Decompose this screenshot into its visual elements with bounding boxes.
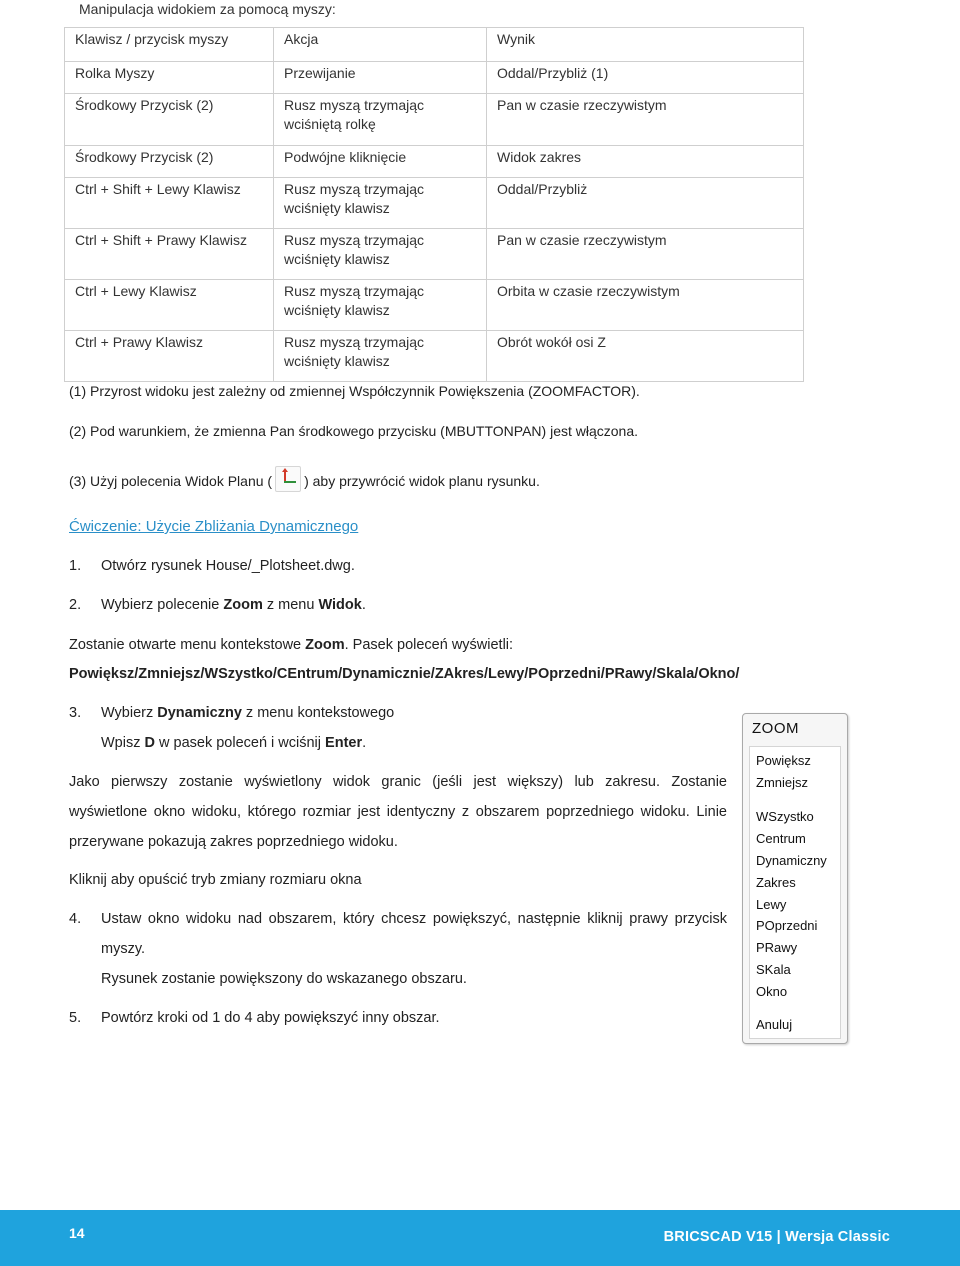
table-header-row xyxy=(65,28,804,62)
bold-part: Enter xyxy=(325,735,363,751)
zoom-menu-item-dynamiczny[interactable]: Dynamiczny xyxy=(756,853,827,868)
text-part: Wybierz xyxy=(101,705,158,721)
table-cell: Ctrl + Shift + Prawy Klawisz xyxy=(65,229,274,280)
table-cell: Klawisz / przycisk myszy xyxy=(65,28,274,62)
table-cell: Pan w czasie rzeczywistym xyxy=(487,229,804,280)
table-row xyxy=(65,331,804,382)
zoom-menu-item-skala[interactable]: SKala xyxy=(756,962,791,977)
bold-part: Widok xyxy=(318,597,362,613)
text-part: Zostanie otwarte menu kontekstowe xyxy=(69,637,306,653)
zoom-menu-title: ZOOM xyxy=(752,720,799,737)
table-row xyxy=(65,62,804,94)
step-text xyxy=(101,698,394,728)
zoom-menu-item-centrum[interactable]: Centrum xyxy=(756,831,806,846)
step-text: Powtórz kroki od 1 do 4 aby powiększyć inny obszar. xyxy=(101,1010,440,1026)
text-part: . xyxy=(361,597,366,613)
table-row xyxy=(65,178,804,229)
text-part: Wybierz polecenie xyxy=(101,597,224,613)
footnote-3-text-after: ) aby przywrócić widok planu rysunku. xyxy=(304,473,540,489)
table-cell: Rusz myszą trzymając wciśniętą rolkę xyxy=(274,94,487,146)
zoom-menu-list xyxy=(749,746,841,1039)
step-number: 5. xyxy=(69,1010,82,1026)
page-number: 14 xyxy=(69,1225,85,1241)
table-cell: Oddal/Przybliż xyxy=(487,178,804,229)
step-number: 2. xyxy=(69,597,82,613)
table-cell: Akcja xyxy=(274,28,487,62)
footer-brand: BRICSCAD V15 | Wersja Classic xyxy=(663,1229,890,1245)
table-cell: Rusz myszą trzymając wciśnięty klawisz xyxy=(274,229,487,280)
step-text: Ustaw okno widoku nad obszarem, który chcesz powiększyć, następnie kliknij prawy przycisk myszy. xyxy=(101,911,727,957)
page-footer xyxy=(0,1210,960,1266)
text-part: . xyxy=(362,735,367,751)
step-number: 3. xyxy=(69,705,82,721)
step-subtext xyxy=(101,728,366,758)
text-part: Wpisz xyxy=(101,735,145,751)
bold-part: Dynamiczny xyxy=(157,705,242,721)
table-cell: Pan w czasie rzeczywistym xyxy=(487,94,804,146)
step-number: 1. xyxy=(69,558,82,574)
zoom-menu-item-prawy[interactable]: PRawy xyxy=(756,940,798,955)
table-cell: Przewijanie xyxy=(274,62,487,94)
instruction-paragraph: Kliknij aby opuścić tryb zmiany rozmiaru okna xyxy=(69,872,362,888)
step-subtext: Rysunek zostanie powiększony do wskazanego obszaru. xyxy=(101,971,467,987)
step-text: Otwórz rysunek House/_Plotsheet.dwg. xyxy=(101,558,355,574)
exercise-title: Ćwiczenie: Użycie Zbliżania Dynamicznego xyxy=(69,518,359,535)
table-cell: Ctrl + Lewy Klawisz xyxy=(65,280,274,331)
text-part: z menu kontekstowego xyxy=(241,705,395,721)
zoom-menu-item-wszystko[interactable]: WSzystko xyxy=(756,809,814,824)
text-part: z menu xyxy=(262,597,319,613)
zoom-menu-item-zakres[interactable]: Zakres xyxy=(756,875,796,890)
table-cell: Rolka Myszy xyxy=(65,62,274,94)
table-cell: Oddal/Przybliż (1) xyxy=(487,62,804,94)
table-cell: Ctrl + Shift + Lewy Klawisz xyxy=(65,178,274,229)
page-title: Manipulacja widokiem za pomocą myszy: xyxy=(79,1,336,17)
table-cell: Orbita w czasie rzeczywistym xyxy=(487,280,804,331)
table-row xyxy=(65,146,804,178)
context-menu-info xyxy=(69,630,513,660)
mouse-actions-table xyxy=(64,27,804,382)
footnote-3-text-before: (3) Użyj polecenia Widok Planu ( xyxy=(69,473,273,489)
text-part: . Pasek poleceń wyświetli: xyxy=(344,637,514,653)
zoom-menu-item-zmniejsz[interactable]: Zmniejsz xyxy=(756,775,809,790)
zoom-menu-item-anuluj[interactable]: Anuluj xyxy=(756,1017,793,1032)
step-number: 4. xyxy=(69,911,82,927)
table-cell: Ctrl + Prawy Klawisz xyxy=(65,331,274,382)
table-cell: Rusz myszą trzymając wciśnięty klawisz xyxy=(274,331,487,382)
table-cell: Wynik xyxy=(487,28,804,62)
zoom-context-menu xyxy=(742,713,848,1044)
bold-part: Zoom xyxy=(223,597,263,613)
zoom-menu-item-powieksz[interactable]: Powiększ xyxy=(756,753,811,768)
zoom-menu-item-lewy[interactable]: Lewy xyxy=(756,897,787,912)
description-paragraph: Jako pierwszy zostanie wyświetlony widok granic (jeśli jest większy) lub zakresu. Zostanie wyświetlone okno widoku, którego rozmiar jest identyczny z obszarem poprzedniego widoku. Linie przerywane pokazują zakres poprzedniego widoku. xyxy=(69,774,727,850)
table-cell: Rusz myszą trzymając wciśnięty klawisz xyxy=(274,280,487,331)
footnote-1: (1) Przyrost widoku jest zależny od zmiennej Współczynnik Powiększenia (ZOOMFACTOR). xyxy=(69,383,640,399)
table-row xyxy=(65,229,804,280)
table-cell: Środkowy Przycisk (2) xyxy=(65,146,274,178)
footnote-3 xyxy=(69,466,540,492)
table-cell: Środkowy Przycisk (2) xyxy=(65,94,274,146)
bold-part: Zoom xyxy=(305,637,345,653)
step-text xyxy=(101,590,366,620)
table-cell: Widok zakres xyxy=(487,146,804,178)
table-row xyxy=(65,94,804,146)
table-cell: Obrót wokół osi Z xyxy=(487,331,804,382)
text-part: w pasek poleceń i wciśnij xyxy=(154,735,326,751)
table-cell: Podwójne kliknięcie xyxy=(274,146,487,178)
command-line-prompt: Powiększ/Zmniejsz/WSzystko/CEntrum/Dynamicznie/ZAkres/Lewy/POprzedni/PRawy/Skala/Okno/ xyxy=(69,666,740,682)
bold-part: D xyxy=(144,735,155,751)
footnote-2: (2) Pod warunkiem, że zmienna Pan środkowego przycisku (MBUTTONPAN) jest włączona. xyxy=(69,423,639,439)
plan-view-icon xyxy=(275,466,301,492)
zoom-menu-item-poprzedni[interactable]: POprzedni xyxy=(756,918,818,933)
zoom-menu-item-okno[interactable]: Okno xyxy=(756,984,788,999)
table-cell: Rusz myszą trzymając wciśnięty klawisz xyxy=(274,178,487,229)
table-row xyxy=(65,280,804,331)
